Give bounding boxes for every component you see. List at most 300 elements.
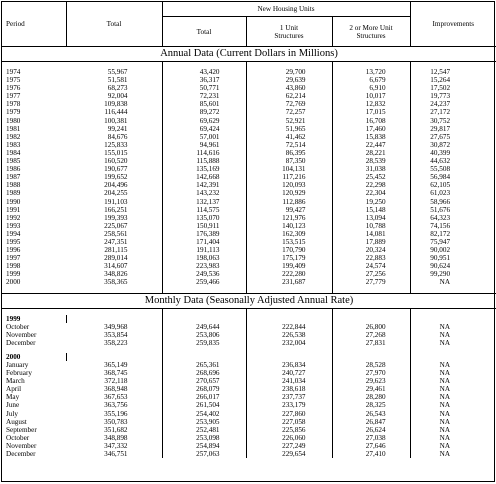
table-cell: January: [6, 361, 29, 369]
year-label: 2000: [2, 353, 66, 361]
table-cell: 6,679: [332, 76, 410, 84]
table-cell: 19,773: [430, 92, 451, 101]
table-cell: 268,079: [162, 385, 246, 393]
header-new-housing-units: New Housing Units: [162, 2, 410, 17]
table-cell: 86,395: [246, 149, 332, 157]
table-cell: 28,280: [332, 393, 410, 401]
table-cell: [66, 353, 162, 361]
table-cell: 85,601: [162, 100, 246, 108]
table-row: [2, 181, 496, 189]
table-cell: 13,094: [332, 214, 410, 222]
table-cell: 1998: [6, 262, 21, 271]
table-cell: 1974: [6, 68, 21, 76]
construction-spending-table: [1, 1, 495, 482]
table-cell: 162,309: [246, 230, 332, 238]
table-cell: 114,616: [162, 149, 246, 157]
table-cell: 69,629: [162, 117, 246, 125]
table-cell: 365,149: [66, 361, 162, 369]
table-cell: 1996: [6, 246, 21, 255]
table-cell: 155,015: [66, 149, 162, 157]
table-cell: NA: [439, 433, 451, 442]
table-cell: 171,404: [162, 238, 246, 246]
table-cell: 56,984: [430, 173, 451, 182]
table-cell: 6,910: [332, 84, 410, 92]
table-cell: 24,237: [430, 100, 451, 109]
table-cell: 51,965: [246, 125, 332, 133]
table-cell: 64,323: [430, 213, 451, 222]
table-cell: [162, 353, 246, 361]
table-cell: 13,720: [332, 68, 410, 76]
table-cell: 68,273: [66, 84, 162, 92]
table-cell: 10,788: [332, 222, 410, 230]
header-nh-total: Total: [162, 17, 246, 47]
table-cell: 26,800: [332, 323, 410, 331]
table-cell: 99,290: [430, 270, 451, 279]
table-cell: 368,745: [66, 369, 162, 377]
table-cell: 1988: [6, 181, 21, 190]
table-row: [2, 410, 496, 418]
table-cell: 50,771: [162, 84, 246, 92]
table-cell: 72,514: [246, 141, 332, 149]
table-cell: [246, 353, 332, 361]
table-cell: 92,004: [66, 92, 162, 100]
table-cell: 191,103: [66, 198, 162, 206]
table-cell: 27,779: [332, 278, 410, 286]
table-cell: 22,298: [332, 181, 410, 189]
table-cell: 14,081: [332, 230, 410, 238]
table-cell: 236,834: [246, 361, 332, 369]
table-cell: 72,769: [246, 100, 332, 108]
table-cell: 372,118: [66, 377, 162, 385]
table-cell: 40,399: [430, 148, 451, 157]
table-row: [2, 92, 496, 100]
table-cell: 62,214: [246, 92, 332, 100]
table-cell: 1986: [6, 165, 21, 174]
table-cell: 61,023: [430, 189, 451, 198]
table-cell: 25,452: [332, 173, 410, 181]
table-cell: 226,538: [246, 331, 332, 339]
table-cell: 1995: [6, 237, 21, 246]
table-cell: 198,063: [162, 254, 246, 262]
table-row: [2, 315, 496, 323]
table-cell: 199,409: [246, 262, 332, 270]
table-row: [2, 442, 496, 450]
table-cell: 17,015: [332, 108, 410, 116]
table-row: [2, 246, 496, 254]
table-cell: 26,624: [332, 426, 410, 434]
table-cell: 238,618: [246, 385, 332, 393]
table-cell: 1982: [6, 132, 21, 141]
table-cell: 1975: [6, 76, 21, 85]
table-cell: 222,280: [246, 270, 332, 278]
table-cell: 1999: [6, 270, 21, 279]
table-cell: 241,034: [246, 377, 332, 385]
table-cell: 20,324: [332, 246, 410, 254]
table-cell: 90,951: [430, 254, 451, 263]
table-cell: 135,070: [162, 214, 246, 222]
table-cell: 27,646: [332, 442, 410, 450]
table-row: [2, 230, 496, 238]
table-cell: 116,444: [66, 108, 162, 116]
table-cell: 115,888: [162, 157, 246, 165]
table-cell: 30,752: [430, 116, 451, 125]
table-cell: 249,536: [162, 270, 246, 278]
table-cell: 75,947: [430, 237, 451, 246]
table-cell: 153,515: [246, 238, 332, 246]
table-cell: November: [6, 330, 37, 339]
table-cell: 249,644: [162, 323, 246, 331]
table-cell: 30,872: [430, 140, 451, 149]
table-cell: 55,508: [430, 165, 451, 174]
table-row: [2, 76, 496, 84]
table-cell: 229,654: [246, 450, 332, 458]
table-cell: 135,169: [162, 165, 246, 173]
table-cell: 12,547: [430, 68, 451, 76]
table-cell: 1993: [6, 221, 21, 230]
table-cell: NA: [439, 322, 451, 331]
table-cell: 90,624: [430, 262, 451, 271]
table-cell: NA: [439, 361, 451, 369]
table-cell: 226,060: [246, 434, 332, 442]
table-cell: July: [6, 409, 18, 418]
table-cell: 58,966: [430, 197, 451, 206]
table-cell: 31,038: [332, 165, 410, 173]
table-cell: 16,708: [332, 117, 410, 125]
table-row: [2, 198, 496, 206]
table-cell: 72,231: [162, 92, 246, 100]
table-cell: [66, 315, 162, 323]
table-cell: 1980: [6, 116, 21, 125]
table-cell: 43,420: [162, 68, 246, 76]
table-cell: 143,232: [162, 189, 246, 197]
table-cell: 140,123: [246, 222, 332, 230]
table-cell: 166,251: [66, 206, 162, 214]
table-cell: 258,561: [66, 230, 162, 238]
table-cell: [410, 315, 496, 323]
table-cell: 1984: [6, 148, 21, 157]
table-cell: 289,014: [66, 254, 162, 262]
table-cell: 227,860: [246, 410, 332, 418]
table-cell: 259,835: [162, 339, 246, 347]
table-cell: May: [6, 393, 20, 402]
table-cell: 170,790: [246, 246, 332, 254]
table-cell: 10,017: [332, 92, 410, 100]
table-cell: 94,961: [162, 141, 246, 149]
table-cell: 199,393: [66, 214, 162, 222]
table-row: [2, 206, 496, 214]
table-cell: [162, 315, 246, 323]
year-label: 1999: [2, 315, 66, 323]
table-cell: 254,402: [162, 410, 246, 418]
table-row: [2, 361, 496, 369]
table-cell: 57,001: [162, 133, 246, 141]
table-cell: 27,172: [430, 108, 451, 117]
table-cell: 29,623: [332, 377, 410, 385]
table-cell: February: [6, 369, 32, 378]
table-cell: 1979: [6, 108, 21, 117]
table-cell: 120,929: [246, 189, 332, 197]
table-cell: April: [6, 385, 22, 394]
table-cell: 17,889: [332, 238, 410, 246]
table-row: [2, 353, 496, 361]
table-cell: 348,826: [66, 270, 162, 278]
table-row: [2, 222, 496, 230]
table-row: [2, 369, 496, 377]
table-cell: October: [6, 322, 30, 331]
table-cell: 15,264: [430, 76, 451, 85]
table-cell: 69,424: [162, 125, 246, 133]
table-cell: 191,113: [162, 246, 246, 254]
table-cell: 27,256: [332, 270, 410, 278]
table-row: [2, 238, 496, 246]
table-cell: 1976: [6, 84, 21, 93]
table-cell: NA: [439, 441, 451, 450]
table-row: [2, 418, 496, 426]
table-cell: 142,668: [162, 173, 246, 181]
table-cell: September: [6, 425, 37, 434]
table-row: [2, 339, 496, 347]
table-cell: 204,255: [66, 189, 162, 197]
table-cell: NA: [439, 369, 451, 378]
table-row: [2, 214, 496, 222]
table-cell: December: [6, 450, 36, 459]
table-cell: NA: [439, 401, 451, 410]
table-cell: March: [6, 377, 25, 386]
table-cell: 253,098: [162, 434, 246, 442]
table-cell: 120,093: [246, 181, 332, 189]
table-row: [2, 125, 496, 133]
table-cell: 99,427: [246, 206, 332, 214]
table-cell: 2000: [6, 278, 21, 287]
table-cell: 28,528: [332, 361, 410, 369]
monthly-section-title: Monthly Data (Seasonally Adjusted Annual Rate): [2, 293, 496, 308]
table-cell: 114,575: [162, 206, 246, 214]
table-cell: 125,833: [66, 141, 162, 149]
table-cell: 51,676: [430, 205, 451, 214]
table-cell: 142,391: [162, 181, 246, 189]
table-row: [2, 393, 496, 401]
table-cell: 15,838: [332, 133, 410, 141]
table-cell: 1981: [6, 124, 21, 133]
table-cell: 368,948: [66, 385, 162, 393]
table-cell: 268,696: [162, 369, 246, 377]
table-cell: 29,639: [246, 76, 332, 84]
table-cell: 90,002: [430, 246, 451, 255]
table-row: [2, 331, 496, 339]
table-cell: 22,883: [332, 254, 410, 262]
table-cell: 350,783: [66, 418, 162, 426]
table-cell: November: [6, 441, 37, 450]
table-cell: [332, 315, 410, 323]
table-cell: 100,381: [66, 117, 162, 125]
table-cell: 270,657: [162, 377, 246, 385]
table-row: [2, 165, 496, 173]
table-cell: NA: [439, 409, 451, 418]
table-cell: 1983: [6, 140, 21, 149]
table-cell: 349,968: [66, 323, 162, 331]
table-cell: 247,351: [66, 238, 162, 246]
table-cell: 281,115: [66, 246, 162, 254]
table-cell: 104,131: [246, 165, 332, 173]
table-cell: 233,179: [246, 401, 332, 409]
table-cell: 1997: [6, 254, 21, 263]
table-cell: 190,677: [66, 165, 162, 173]
table-row: [2, 270, 496, 278]
table-cell: 28,539: [332, 157, 410, 165]
table-cell: 266,017: [162, 393, 246, 401]
table-cell: NA: [439, 425, 451, 434]
table-row: [2, 426, 496, 434]
table-cell: 19,250: [332, 198, 410, 206]
table-cell: 15,148: [332, 206, 410, 214]
table-cell: 1994: [6, 229, 21, 238]
table-cell: 87,350: [246, 157, 332, 165]
table-cell: 355,196: [66, 410, 162, 418]
header-two-more: [332, 17, 410, 47]
table-cell: 227,249: [246, 442, 332, 450]
table-cell: 84,676: [66, 133, 162, 141]
table-cell: 22,447: [332, 141, 410, 149]
table-cell: 27,675: [430, 132, 451, 141]
table-cell: 22,304: [332, 189, 410, 197]
table-cell: 346,751: [66, 450, 162, 458]
table-cell: 41,462: [246, 133, 332, 141]
table-cell: 117,216: [246, 173, 332, 181]
table-row: [2, 173, 496, 181]
table-cell: 1978: [6, 100, 21, 109]
data-table: [2, 2, 496, 458]
annual-section-title: Annual Data (Current Dollars in Millions): [2, 47, 496, 62]
table-cell: NA: [439, 278, 451, 287]
table-cell: 1991: [6, 205, 21, 214]
table-cell: 109,838: [66, 100, 162, 108]
table-row: [2, 262, 496, 270]
table-cell: NA: [439, 330, 451, 339]
table-cell: 204,496: [66, 181, 162, 189]
table-cell: 1989: [6, 189, 21, 198]
table-cell: 358,223: [66, 339, 162, 347]
table-cell: 261,504: [162, 401, 246, 409]
table-cell: 1985: [6, 157, 21, 166]
table-cell: December: [6, 338, 36, 347]
table-cell: 259,466: [162, 278, 246, 286]
table-cell: 363,756: [66, 401, 162, 409]
table-cell: 27,410: [332, 450, 410, 458]
table-row: [2, 323, 496, 331]
table-cell: 82,172: [430, 229, 451, 238]
header-one-unit: [246, 17, 332, 47]
table-row: [2, 100, 496, 108]
table-cell: 28,221: [332, 149, 410, 157]
table-cell: 27,268: [332, 331, 410, 339]
table-cell: [410, 353, 496, 361]
table-cell: 1987: [6, 173, 21, 182]
table-cell: [246, 315, 332, 323]
table-cell: 347,332: [66, 442, 162, 450]
table-row: [2, 108, 496, 116]
table-row: [2, 401, 496, 409]
table-cell: August: [6, 417, 27, 426]
table-cell: NA: [439, 393, 451, 402]
table-row: [2, 254, 496, 262]
table-row: [2, 133, 496, 141]
table-cell: 225,067: [66, 222, 162, 230]
table-cell: 36,317: [162, 76, 246, 84]
table-cell: 99,241: [66, 125, 162, 133]
table-cell: June: [6, 401, 20, 410]
table-cell: 12,832: [332, 100, 410, 108]
table-row: [2, 189, 496, 197]
header-total: Total: [66, 2, 162, 47]
table-cell: 27,038: [332, 434, 410, 442]
table-cell: 351,682: [66, 426, 162, 434]
table-cell: 353,854: [66, 331, 162, 339]
table-cell: 232,004: [246, 339, 332, 347]
table-cell: 358,365: [66, 278, 162, 286]
table-cell: 62,105: [430, 181, 451, 190]
table-cell: 314,607: [66, 262, 162, 270]
table-cell: NA: [439, 377, 451, 386]
table-cell: NA: [439, 338, 451, 347]
table-cell: 150,911: [162, 222, 246, 230]
table-cell: 17,460: [332, 125, 410, 133]
table-cell: 26,847: [332, 418, 410, 426]
table-cell: 199,652: [66, 173, 162, 181]
table-cell: 29,700: [246, 68, 332, 76]
header-two-more-text: 2 or More Unit Structures: [349, 23, 393, 40]
table-row: [2, 385, 496, 393]
table-cell: 29,461: [332, 385, 410, 393]
table-cell: 26,543: [332, 410, 410, 418]
table-cell: 24,574: [332, 262, 410, 270]
table-row: [2, 278, 496, 286]
header-improvements: Improvements: [410, 2, 496, 47]
header-one-unit-text: 1 Unit Structures: [274, 23, 304, 40]
table-cell: 240,727: [246, 369, 332, 377]
table-cell: 265,361: [162, 361, 246, 369]
table-cell: 1990: [6, 197, 21, 206]
table-cell: 1977: [6, 92, 21, 101]
table-row: [2, 117, 496, 125]
table-row: [2, 84, 496, 92]
table-cell: 52,921: [246, 117, 332, 125]
table-cell: 231,687: [246, 278, 332, 286]
table-cell: 227,058: [246, 418, 332, 426]
header-period: Period: [2, 2, 66, 47]
table-cell: 253,905: [162, 418, 246, 426]
table-row: [2, 434, 496, 442]
table-cell: October: [6, 433, 30, 442]
table-cell: 51,581: [66, 76, 162, 84]
table-cell: 27,970: [332, 369, 410, 377]
table-cell: 175,179: [246, 254, 332, 262]
table-cell: 257,063: [162, 450, 246, 458]
table-row: [2, 377, 496, 385]
table-cell: NA: [439, 450, 451, 459]
table-cell: 225,856: [246, 426, 332, 434]
table-cell: 223,983: [162, 262, 246, 270]
table-row: [2, 450, 496, 458]
table-cell: 121,976: [246, 214, 332, 222]
table-cell: 222,844: [246, 323, 332, 331]
table-row: [2, 157, 496, 165]
table-cell: 17,502: [430, 84, 451, 93]
table-row: [2, 141, 496, 149]
table-cell: 55,967: [66, 68, 162, 76]
table-cell: [332, 353, 410, 361]
table-row: [2, 149, 496, 157]
table-cell: 253,806: [162, 331, 246, 339]
